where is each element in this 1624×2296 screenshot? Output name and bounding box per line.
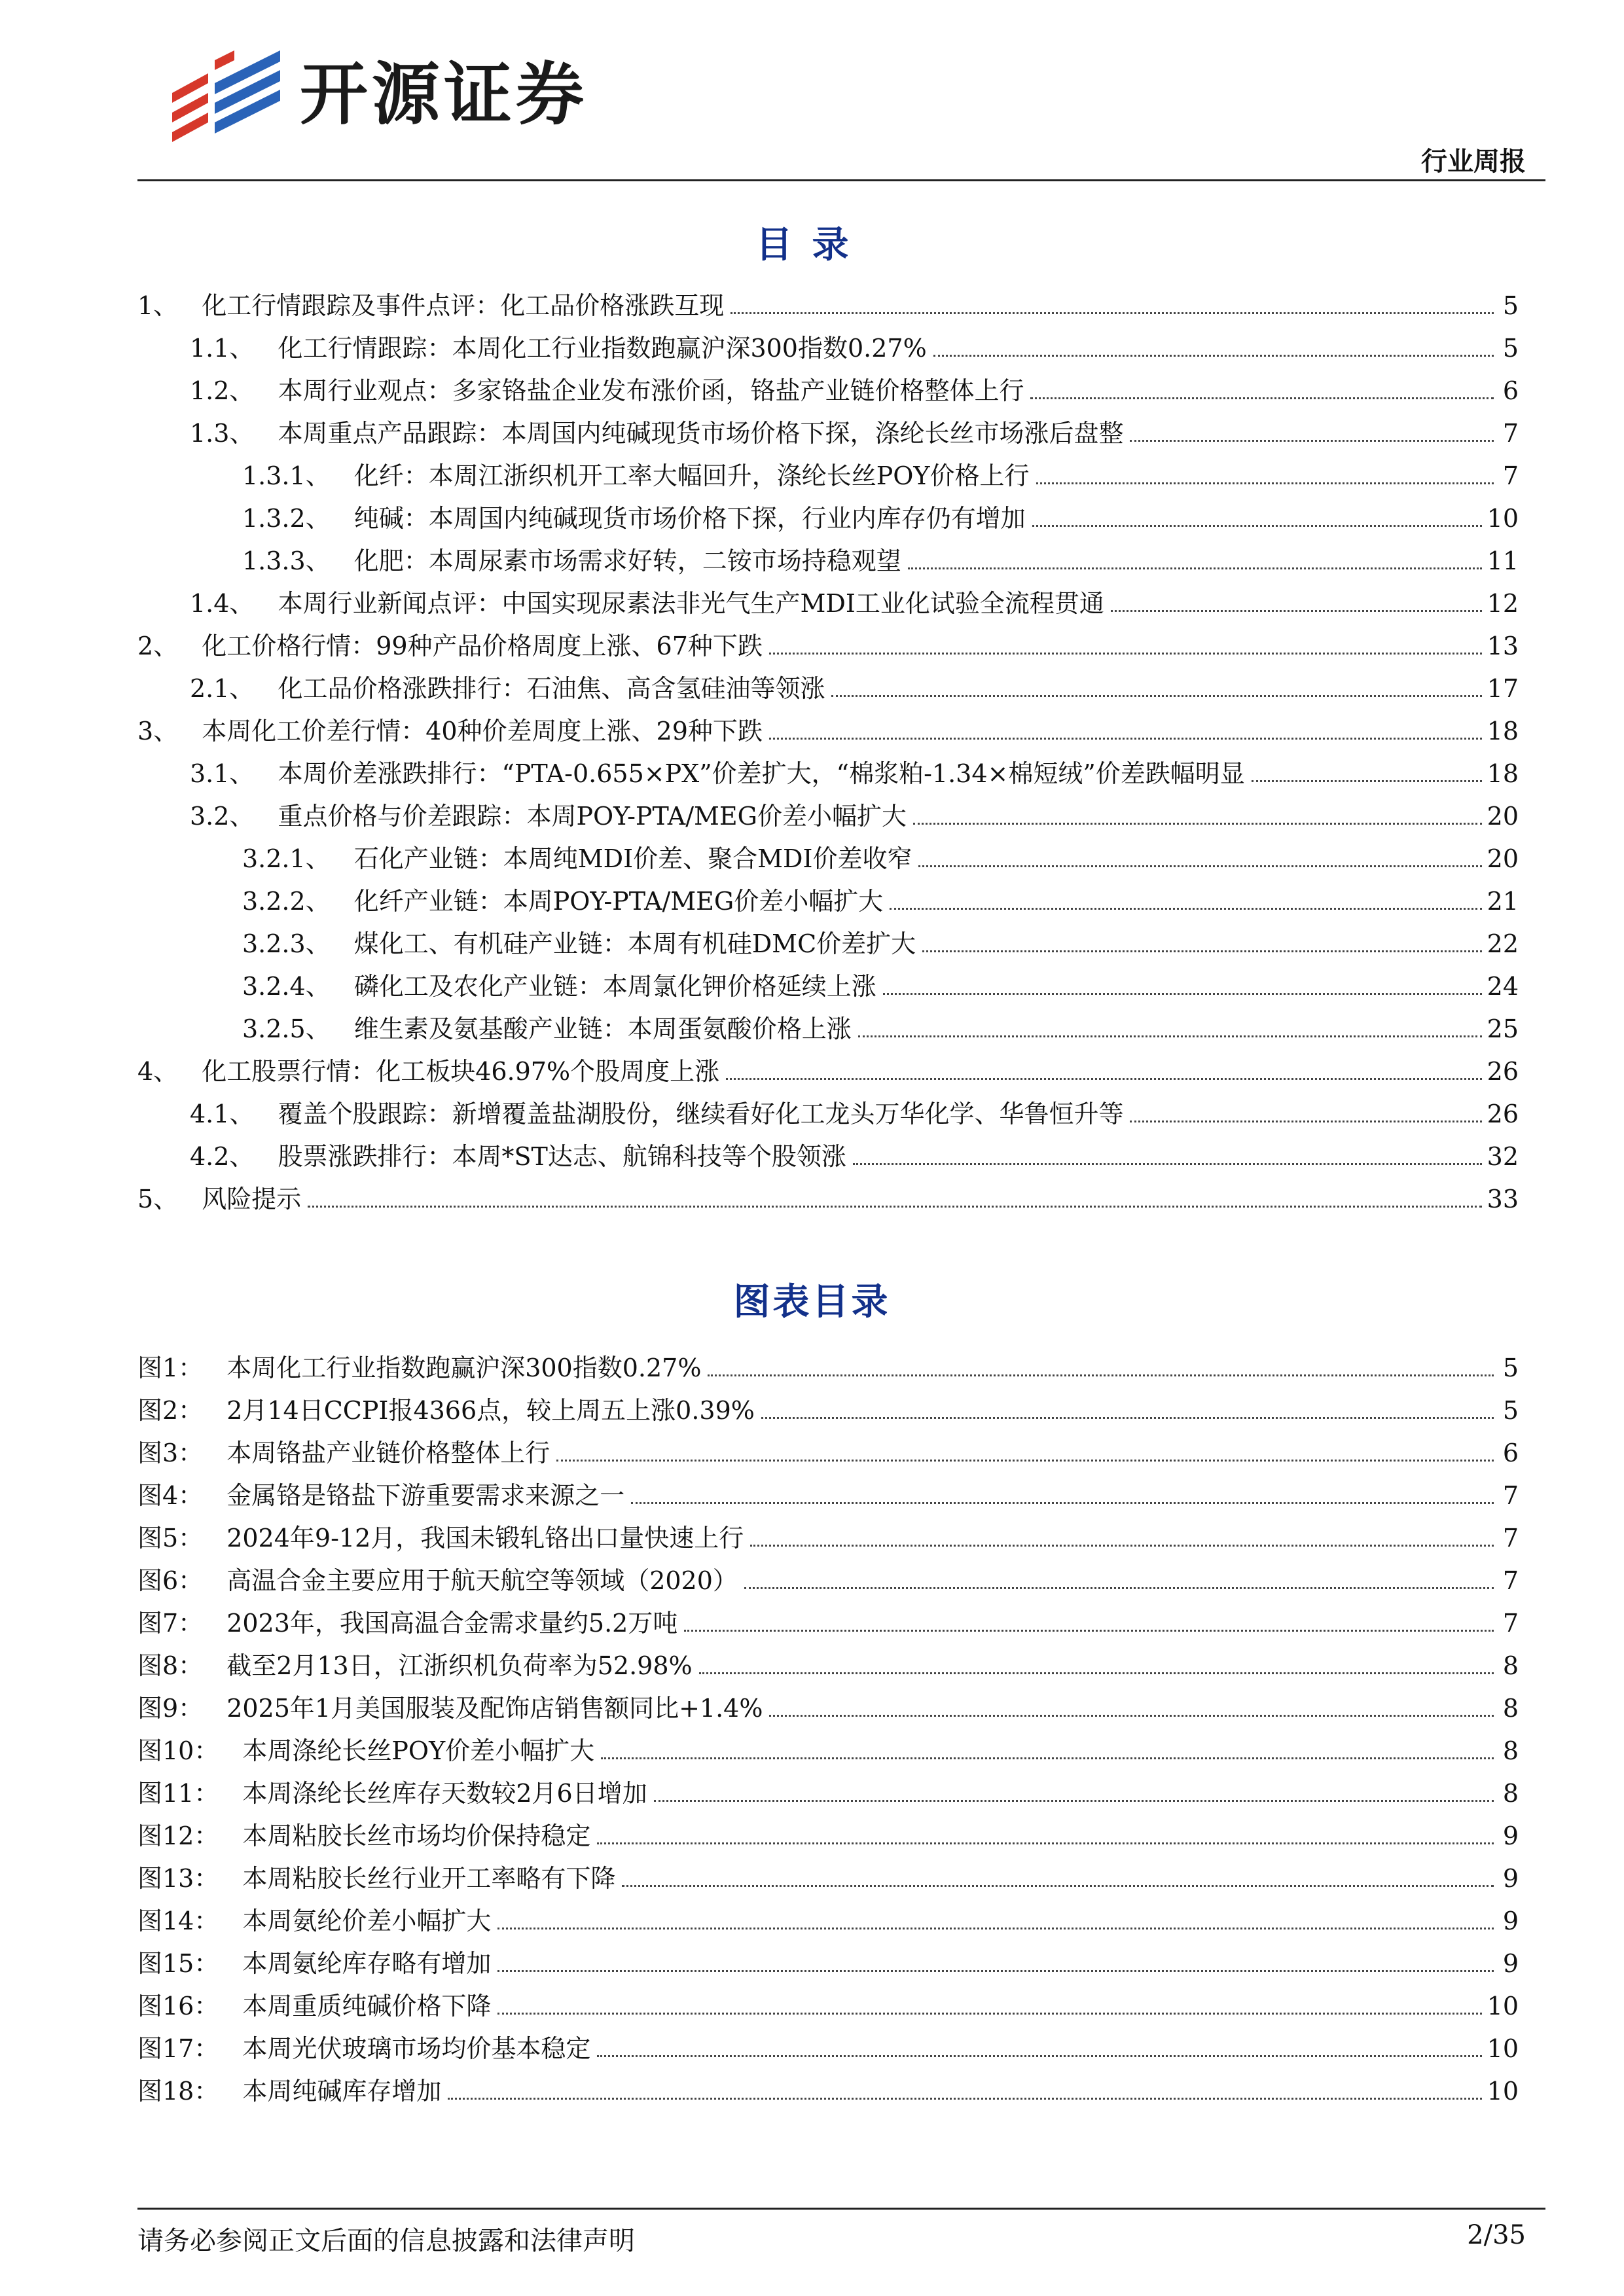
dot-leader xyxy=(497,1928,1494,1929)
toc-entry-page: 6 xyxy=(1502,376,1519,405)
toc-entry[interactable] xyxy=(137,928,1519,971)
toc-entry-label xyxy=(242,928,916,960)
figure-entry-text: 本周氨纶价差小幅扩大 xyxy=(242,1907,492,1935)
toc-entry[interactable] xyxy=(137,886,1519,928)
toc-entry-number: 3.2.5、 xyxy=(242,1014,331,1043)
dot-leader xyxy=(1030,397,1494,399)
figure-entry-text: 本周纯碱库存增加 xyxy=(242,2077,442,2106)
figure-entry-text: 本周涤纶长丝库存天数较2月6日增加 xyxy=(242,1779,647,1808)
toc-entry[interactable] xyxy=(137,1141,1519,1183)
toc-entry[interactable] xyxy=(137,503,1519,545)
toc-entry-number: 4、 xyxy=(137,1057,179,1086)
toc-entry-label xyxy=(190,1098,1123,1130)
figure-entry-text: 2023年，我国高温合金需求量约5.2万吨 xyxy=(226,1609,678,1638)
dot-leader xyxy=(1252,780,1482,782)
dot-leader xyxy=(1032,525,1482,527)
toc-entry[interactable] xyxy=(137,800,1519,843)
figure-entry-text: 本周铬盐产业链价格整体上行 xyxy=(226,1439,550,1467)
figure-entry-label xyxy=(137,1607,677,1639)
figure-entry-number: 图17： xyxy=(137,2034,219,2063)
figure-entry-page: 7 xyxy=(1502,1524,1519,1552)
figure-entry-number: 图9： xyxy=(137,1694,204,1723)
dot-leader xyxy=(913,823,1482,825)
toc-entry[interactable] xyxy=(137,588,1519,630)
figure-entry[interactable] xyxy=(137,1735,1519,1778)
figure-entry-text: 本周涤纶长丝POY价差小幅扩大 xyxy=(242,1736,595,1765)
document-type: 行业周报 xyxy=(1421,147,1526,177)
figure-entry-number: 图15： xyxy=(137,1949,219,1978)
figure-entry-label xyxy=(137,1522,744,1554)
dot-leader xyxy=(908,567,1482,569)
toc-entry-page: 13 xyxy=(1487,632,1519,660)
figure-entry-page: 5 xyxy=(1502,1354,1519,1382)
dot-leader xyxy=(597,1842,1494,1844)
dot-leader xyxy=(654,1800,1494,1802)
toc-entry-number: 3.2.2、 xyxy=(242,887,331,916)
dot-leader xyxy=(1111,610,1482,612)
toc-entry-number: 2.1、 xyxy=(190,674,255,703)
figure-entry-label xyxy=(137,1948,491,1979)
figure-entry-text: 本周重质纯碱价格下降 xyxy=(242,1992,492,2020)
toc-entry-text: 煤化工、有机硅产业链：本周有机硅DMC价差扩大 xyxy=(353,929,916,958)
toc-entry-label xyxy=(242,545,901,577)
figure-entry[interactable] xyxy=(137,1650,1519,1693)
toc-entry-label xyxy=(190,758,1245,789)
figure-entry[interactable] xyxy=(137,1820,1519,1863)
toc-entry-label xyxy=(137,290,724,321)
toc-entry-label xyxy=(137,715,763,747)
dot-leader xyxy=(308,1206,1481,1208)
figure-entry-label xyxy=(137,1395,755,1426)
toc-title: 目录 xyxy=(755,224,869,266)
figure-entry-text: 截至2月13日，江浙织机负荷率为52.98% xyxy=(226,1651,693,1680)
toc-entry[interactable] xyxy=(137,673,1519,715)
dot-leader xyxy=(497,1970,1494,1972)
toc-entry-text: 维生素及氨基酸产业链：本周蛋氨酸价格上涨 xyxy=(353,1014,852,1043)
figure-entry-text: 高温合金主要应用于航天航空等领域（2020） xyxy=(226,1566,738,1595)
figure-entry[interactable] xyxy=(137,1607,1519,1650)
toc-entry-text: 化工价格行情：99种产品价格周度上涨、67种下跌 xyxy=(202,632,763,660)
toc-entry-label xyxy=(137,1183,301,1215)
dot-leader xyxy=(918,865,1481,867)
figure-entry[interactable] xyxy=(137,1437,1519,1480)
figures-toc-list xyxy=(137,1352,1519,2118)
toc-entry-text: 化工品价格涨跌排行：石油焦、高含氢硅油等领涨 xyxy=(278,674,825,703)
dot-leader xyxy=(731,312,1494,314)
toc-entry[interactable] xyxy=(137,332,1519,375)
toc-entry-text: 股票涨跌排行：本周*ST达志、航锦科技等个股领涨 xyxy=(278,1142,846,1171)
toc-entry-page: 5 xyxy=(1502,291,1519,320)
toc-entry-text: 化纤：本周江浙织机开工率大幅回升，涤纶长丝POY价格上行 xyxy=(353,461,1030,490)
dot-leader xyxy=(883,993,1482,995)
dot-leader xyxy=(890,908,1481,910)
figure-entry-number: 图5： xyxy=(137,1524,204,1552)
footer-divider xyxy=(137,2208,1545,2210)
toc-entry-text: 本周行业新闻点评：中国实现尿素法非光气生产MDI工业化试验全流程贯通 xyxy=(278,589,1104,618)
toc-entry[interactable] xyxy=(137,715,1519,758)
dot-leader xyxy=(769,738,1482,740)
figure-entry-label xyxy=(137,2075,441,2107)
toc-entry-page: 22 xyxy=(1487,929,1519,958)
toc-entry-label xyxy=(190,588,1104,619)
figure-entry-number: 图13： xyxy=(137,1864,219,1893)
figure-entry-page: 9 xyxy=(1502,1907,1519,1935)
toc-entry-page: 7 xyxy=(1502,461,1519,490)
toc-entry-number: 1.4、 xyxy=(190,589,255,618)
dot-leader xyxy=(769,1715,1494,1717)
toc-entry[interactable] xyxy=(137,1056,1519,1098)
dot-leader xyxy=(622,1885,1494,1887)
toc-entry[interactable] xyxy=(137,1098,1519,1141)
toc-entry[interactable] xyxy=(137,971,1519,1013)
dot-leader xyxy=(1130,440,1494,442)
toc-entry-text: 化工股票行情：化工板块46.97%个股周度上涨 xyxy=(202,1057,720,1086)
figure-entry-number: 图10： xyxy=(137,1736,219,1765)
figure-entry[interactable] xyxy=(137,1395,1519,1437)
toc-entry-text: 本周价差涨跌排行：“PTA-0.655×PX”价差扩大，“棉浆粕-1.34×棉短绒”价差跌幅明显 xyxy=(278,759,1245,788)
figure-entry[interactable] xyxy=(137,1693,1519,1735)
figure-entry-number: 图4： xyxy=(137,1481,204,1510)
dot-leader xyxy=(769,653,1482,655)
toc-entry-number: 1.3.1、 xyxy=(242,461,331,490)
toc-entry-label xyxy=(242,460,1030,492)
toc-entry[interactable] xyxy=(137,758,1519,800)
toc-entry-number: 1、 xyxy=(137,291,179,320)
toc-entry-text: 磷化工及农化产业链：本周氯化钾价格延续上涨 xyxy=(353,972,876,1001)
figure-entry[interactable] xyxy=(137,1480,1519,1522)
toc-entry-page: 32 xyxy=(1487,1142,1519,1171)
figure-entry-page: 8 xyxy=(1502,1779,1519,1808)
dot-leader xyxy=(597,2055,1481,2057)
toc-entry-label xyxy=(190,375,1024,406)
figure-entry-page: 7 xyxy=(1502,1609,1519,1638)
toc-entry-text: 化纤产业链：本周POY-PTA/MEG价差小幅扩大 xyxy=(353,887,884,916)
toc-entry-text: 化肥：本周尿素市场需求好转，二铵市场持稳观望 xyxy=(353,547,901,575)
dot-leader xyxy=(744,1587,1494,1589)
toc-entry-number: 1.3.2、 xyxy=(242,504,331,533)
toc-entry-number: 3.1、 xyxy=(190,759,255,788)
toc-entry-page: 20 xyxy=(1487,802,1519,831)
toc-entry-page: 7 xyxy=(1502,419,1519,448)
toc-entry-number: 3、 xyxy=(137,717,179,745)
toc-entry-number: 3.2、 xyxy=(190,802,255,831)
figure-entry[interactable] xyxy=(137,1565,1519,1607)
figure-entry-number: 图18： xyxy=(137,2077,219,2106)
dot-leader xyxy=(831,695,1481,697)
figure-entry-label xyxy=(137,1352,701,1384)
figure-entry-label xyxy=(137,1437,550,1469)
toc-entry[interactable] xyxy=(137,1013,1519,1056)
toc-entry-label xyxy=(190,800,907,832)
toc-entry-page: 24 xyxy=(1487,972,1519,1001)
toc-entry-text: 纯碱：本周国内纯碱现货市场价格下探，行业内库存仍有增加 xyxy=(353,504,1026,533)
toc-entry-label xyxy=(190,332,927,364)
figure-entry-label xyxy=(137,1905,491,1937)
figure-entry[interactable] xyxy=(137,1522,1519,1565)
toc-entry-text: 石化产业链：本周纯MDI价差、聚合MDI价差收窄 xyxy=(353,844,912,873)
figure-entry-page: 10 xyxy=(1487,2077,1519,2106)
toc-entry-text: 本周行业观点：多家铬盐企业发布涨价函，铬盐产业链价格整体上行 xyxy=(278,376,1024,405)
dot-leader xyxy=(922,950,1481,952)
figure-entry-number: 图8： xyxy=(137,1651,204,1680)
figure-entry[interactable] xyxy=(137,2033,1519,2075)
figure-entry[interactable] xyxy=(137,1948,1519,1990)
toc-entry-page: 26 xyxy=(1487,1100,1519,1128)
toc-entry-text: 风险提示 xyxy=(202,1185,302,1213)
figure-entry-page: 8 xyxy=(1502,1736,1519,1765)
toc-entry-page: 12 xyxy=(1487,589,1519,618)
dot-leader xyxy=(556,1460,1494,1462)
toc-entry-page: 20 xyxy=(1487,844,1519,873)
figure-entry-page: 10 xyxy=(1487,1992,1519,2020)
figure-entry-label xyxy=(137,1820,590,1852)
figure-entry-label xyxy=(137,1693,763,1724)
dot-leader xyxy=(601,1757,1494,1759)
figure-entry-page: 7 xyxy=(1502,1481,1519,1510)
figure-entry-page: 8 xyxy=(1502,1694,1519,1723)
dot-leader xyxy=(708,1374,1494,1376)
figure-entry-page: 9 xyxy=(1502,1821,1519,1850)
toc-entry-page: 33 xyxy=(1487,1185,1519,1213)
figure-entry[interactable] xyxy=(137,1352,1519,1395)
figure-entry-number: 图11： xyxy=(137,1779,219,1808)
toc-entry[interactable] xyxy=(137,290,1519,332)
figure-entry-number: 图7： xyxy=(137,1609,204,1638)
toc-entry-number: 4.2、 xyxy=(190,1142,255,1171)
toc-entry-text: 化工行情跟踪：本周化工行业指数跑赢沪深300指数0.27% xyxy=(278,334,927,363)
figure-entry-number: 图16： xyxy=(137,1992,219,2020)
toc-entry-number: 1.3、 xyxy=(190,419,255,448)
toc-entry-page: 17 xyxy=(1487,674,1519,703)
dot-leader xyxy=(1036,482,1494,484)
toc-entry-page: 5 xyxy=(1502,334,1519,363)
toc-entry-number: 3.2.4、 xyxy=(242,972,331,1001)
figure-entry-page: 10 xyxy=(1487,2034,1519,2063)
toc-entry-page: 26 xyxy=(1487,1057,1519,1086)
dot-leader xyxy=(699,1672,1494,1674)
toc-entry[interactable] xyxy=(137,843,1519,886)
toc-entry[interactable] xyxy=(137,630,1519,673)
figure-entry-label xyxy=(137,1990,491,2022)
toc-entry-page: 18 xyxy=(1487,717,1519,745)
toc-entry-number: 1.1、 xyxy=(190,334,255,363)
figure-entry[interactable] xyxy=(137,1905,1519,1948)
toc-entry[interactable] xyxy=(137,545,1519,588)
toc-entry-page: 21 xyxy=(1487,887,1519,916)
toc-entry[interactable] xyxy=(137,460,1519,503)
dot-leader xyxy=(858,1035,1482,1037)
dot-leader xyxy=(684,1630,1494,1632)
toc-entry-label xyxy=(242,971,876,1002)
toc-entry-label xyxy=(137,630,763,662)
dot-leader xyxy=(497,2013,1481,2015)
dot-leader xyxy=(726,1078,1482,1080)
figure-entry-text: 2月14日CCPI报4366点，较上周五上涨0.39% xyxy=(226,1396,755,1425)
figure-entry-number: 图3： xyxy=(137,1439,204,1467)
toc-entry-number: 1.2、 xyxy=(190,376,255,405)
toc-list xyxy=(137,290,1519,1226)
toc-entry-label xyxy=(190,673,825,704)
figure-entry-page: 5 xyxy=(1502,1396,1519,1425)
toc-entry-page: 11 xyxy=(1487,547,1519,575)
toc-entry-label xyxy=(242,503,1026,534)
figure-entry-text: 本周粘胶长丝市场均价保持稳定 xyxy=(242,1821,591,1850)
figure-entry-label xyxy=(137,2033,590,2064)
dot-leader xyxy=(1130,1121,1481,1122)
dot-leader xyxy=(853,1163,1482,1165)
toc-entry-label xyxy=(190,1141,846,1172)
dot-leader xyxy=(631,1502,1494,1504)
figure-entry-text: 本周粘胶长丝行业开工率略有下降 xyxy=(242,1864,616,1893)
logo-mark-icon xyxy=(169,47,283,142)
figure-entry-page: 9 xyxy=(1502,1949,1519,1978)
figure-entry-number: 图2： xyxy=(137,1396,204,1425)
figure-entry-label xyxy=(137,1778,647,1809)
figure-entry-label xyxy=(137,1565,738,1596)
figure-entry-page: 7 xyxy=(1502,1566,1519,1595)
figure-entry-text: 本周光伏玻璃市场均价基本稳定 xyxy=(242,2034,591,2063)
header-divider xyxy=(137,179,1545,181)
toc-entry-label xyxy=(242,886,883,917)
figure-entry-page: 6 xyxy=(1502,1439,1519,1467)
figure-entry-text: 本周氨纶库存略有增加 xyxy=(242,1949,492,1978)
company-logo xyxy=(169,47,640,145)
figure-entry-text: 本周化工行业指数跑赢沪深300指数0.27% xyxy=(226,1354,702,1382)
toc-entry-number: 3.2.1、 xyxy=(242,844,331,873)
disclaimer-note: 请务必参阅正文后面的信息披露和法律声明 xyxy=(137,2226,635,2256)
toc-entry-text: 重点价格与价差跟踪：本周POY-PTA/MEG价差小幅扩大 xyxy=(278,802,907,831)
figure-entry-label xyxy=(137,1480,624,1511)
toc-entry-text: 化工行情跟踪及事件点评：化工品价格涨跌互现 xyxy=(202,291,725,320)
dot-leader xyxy=(750,1545,1494,1547)
figure-entry[interactable] xyxy=(137,1863,1519,1905)
page-number: 2/35 xyxy=(1467,2220,1526,2250)
toc-entry-page: 25 xyxy=(1487,1014,1519,1043)
toc-entry-text: 本周化工价差行情：40种价差周度上涨、29种下跌 xyxy=(202,717,763,745)
figure-entry-label xyxy=(137,1650,693,1681)
toc-entry-label xyxy=(242,843,912,874)
toc-entry-page: 18 xyxy=(1487,759,1519,788)
figure-entry-text: 金属铬是铬盐下游重要需求来源之一 xyxy=(226,1481,625,1510)
toc-entry-number: 1.3.3、 xyxy=(242,547,331,575)
toc-entry-number: 4.1、 xyxy=(190,1100,255,1128)
figure-entry-number: 图14： xyxy=(137,1907,219,1935)
figure-entry-number: 图12： xyxy=(137,1821,219,1850)
toc-entry-label xyxy=(190,418,1123,449)
dot-leader xyxy=(448,2098,1481,2100)
figure-entry-page: 9 xyxy=(1502,1864,1519,1893)
figure-entry[interactable] xyxy=(137,2075,1519,2118)
toc-entry[interactable] xyxy=(137,418,1519,460)
figure-entry-text: 2025年1月美国服装及配饰店销售额同比+1.4% xyxy=(226,1694,763,1723)
figures-toc-title: 图表目录 xyxy=(733,1281,891,1323)
toc-entry-page: 10 xyxy=(1487,504,1519,533)
figure-entry-number: 图1： xyxy=(137,1354,204,1382)
toc-entry-number: 3.2.3、 xyxy=(242,929,331,958)
brand-name: 开源证券 xyxy=(300,54,588,134)
toc-entry-text: 覆盖个股跟踪：新增覆盖盐湖股份，继续看好化工龙头万华化学、华鲁恒升等 xyxy=(278,1100,1124,1128)
figure-entry-number: 图6： xyxy=(137,1566,204,1595)
dot-leader xyxy=(933,355,1494,357)
toc-entry-label xyxy=(242,1013,852,1045)
dot-leader xyxy=(761,1417,1494,1419)
toc-entry-number: 5、 xyxy=(137,1185,179,1213)
figure-entry[interactable] xyxy=(137,1990,1519,2033)
figure-entry-label xyxy=(137,1735,594,1767)
toc-entry[interactable] xyxy=(137,375,1519,418)
figure-entry-label xyxy=(137,1863,615,1894)
figure-entry-page: 8 xyxy=(1502,1651,1519,1680)
figure-entry-text: 2024年9-12月，我国未锻轧铬出口量快速上行 xyxy=(226,1524,744,1552)
toc-entry-label xyxy=(137,1056,719,1087)
toc-entry-text: 本周重点产品跟踪：本周国内纯碱现货市场价格下探，涤纶长丝市场涨后盘整 xyxy=(278,419,1124,448)
toc-entry[interactable] xyxy=(137,1183,1519,1226)
toc-entry-number: 2、 xyxy=(137,632,179,660)
figure-entry[interactable] xyxy=(137,1778,1519,1820)
